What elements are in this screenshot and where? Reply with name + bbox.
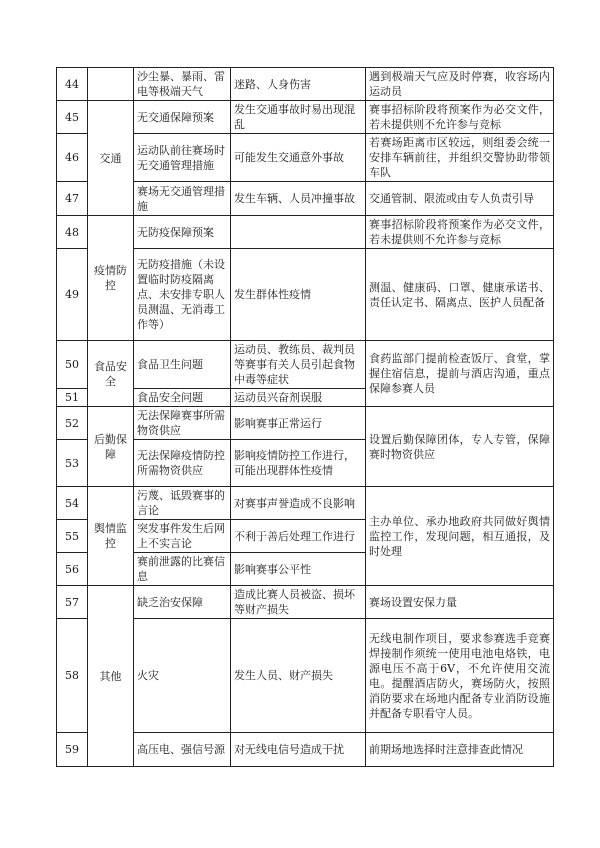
category-logistics: 后勤保障 (88, 407, 134, 487)
risk-item: 赛场无交通管理措施 (134, 182, 231, 216)
risk-table (56, 67, 554, 767)
table-row (57, 586, 554, 619)
risk-measure: 前期场地选择时注意排查此情况 (366, 733, 554, 767)
risk-effect: 运动员兴奋剂误服 (231, 389, 366, 407)
risk-measure: 若赛场距离市区较远，则组委会统一安排车辆前往，并组织交警协助带领车队 (366, 134, 554, 182)
row-number: 46 (57, 134, 88, 182)
risk-measure: 遇到极端天气应及时停赛，收容场内运动员 (366, 68, 554, 101)
row-number: 50 (57, 341, 88, 389)
row-number: 45 (57, 101, 88, 134)
table-row (57, 407, 554, 440)
row-number: 48 (57, 216, 88, 249)
risk-item: 火灾 (134, 619, 231, 733)
row-number: 58 (57, 619, 88, 733)
risk-effect: 不利于善后处理工作进行 (231, 520, 366, 553)
risk-measure: 赛事招标阶段将预案作为必交文件，若未提供则不允许参与竞标 (366, 216, 554, 249)
row-number: 56 (57, 553, 88, 586)
table-row (57, 216, 554, 249)
risk-item: 无防疫措施（未设置临时防疫隔离点、未安排专职人员测温、无消毒工作等） (134, 249, 231, 341)
risk-measure: 赛场设置安保力量 (366, 586, 554, 619)
risk-effect: 运动员、教练员、裁判员等赛事有关人员引起食物中毒等症状 (231, 341, 366, 389)
risk-effect (231, 216, 366, 249)
table-row (57, 68, 554, 101)
risk-effect: 影响赛事公平性 (231, 553, 366, 586)
risk-measure: 无线电制作项目，要求参赛选手竞赛焊接制作须统一使用电池电烙铁，电源电压不高于6V，不允许使用交流电。提醒酒店防火，赛场防火，按照消防要求在场地内配备专业消防设施并配备专职看守人员。 (366, 619, 554, 733)
table-row (57, 341, 554, 389)
risk-item: 食品卫生问题 (134, 341, 231, 389)
risk-measure: 食药监部门提前检查饭厅、食堂，掌握住宿信息，提前与酒店沟通，重点保障参赛人员 (366, 341, 554, 407)
row-number: 59 (57, 733, 88, 767)
risk-measure: 主办单位、承办地政府共同做好舆情监控工作，发现问题，相互通报，及时处理 (366, 487, 554, 586)
row-number: 47 (57, 182, 88, 216)
category-cell (88, 68, 134, 101)
risk-effect: 发生群体性疫情 (231, 249, 366, 341)
risk-effect: 可能发生交通意外事故 (231, 134, 366, 182)
risk-effect: 对赛事声誉造成不良影响 (231, 487, 366, 520)
row-number: 51 (57, 389, 88, 407)
risk-item: 污蔑、诋毁赛事的言论 (134, 487, 231, 520)
row-number: 49 (57, 249, 88, 341)
risk-item: 运动队前往赛场时无交通管理措施 (134, 134, 231, 182)
risk-item: 沙尘暴、暴雨、雷电等极端天气 (134, 68, 231, 101)
row-number: 57 (57, 586, 88, 619)
risk-effect: 造成比赛人员被盗、损坏等财产损失 (231, 586, 366, 619)
risk-item: 赛前泄露的比赛信息 (134, 553, 231, 586)
row-number: 55 (57, 520, 88, 553)
risk-item: 缺乏治安保障 (134, 586, 231, 619)
risk-effect: 影响疫情防控工作进行，可能出现群体性疫情 (231, 440, 366, 487)
risk-effect: 迷路、人身伤害 (231, 68, 366, 101)
category-opinion: 舆情监控 (88, 487, 134, 586)
risk-effect: 影响赛事正常运行 (231, 407, 366, 440)
row-number: 54 (57, 487, 88, 520)
risk-effect: 对无线电信号造成干扰 (231, 733, 366, 767)
table-row (57, 487, 554, 520)
category-other: 其他 (88, 586, 134, 767)
risk-item: 无防疫保障预案 (134, 216, 231, 249)
risk-item: 高压电、强信号源 (134, 733, 231, 767)
risk-item: 突发事件发生后网上不实言论 (134, 520, 231, 553)
risk-measure: 测温、健康码、口罩、健康承诺书、责任认定书、隔离点、医护人员配备 (366, 249, 554, 341)
risk-measure: 赛事招标阶段将预案作为必交文件，若未提供则不允许参与竞标 (366, 101, 554, 134)
table-row (57, 101, 554, 134)
category-food: 食品安全 (88, 341, 134, 407)
row-number: 52 (57, 407, 88, 440)
risk-effect: 发生人员、财产损失 (231, 619, 366, 733)
risk-item: 无法保障赛事所需物资供应 (134, 407, 231, 440)
category-traffic: 交通 (88, 101, 134, 216)
risk-item: 无法保障疫情防控所需物资供应 (134, 440, 231, 487)
risk-effect: 发生交通事故时易出现混乱 (231, 101, 366, 134)
risk-measure: 设置后勤保障团体，专人专管，保障赛时物资供应 (366, 407, 554, 487)
category-epidemic: 疫情防控 (88, 216, 134, 341)
row-number: 53 (57, 440, 88, 487)
risk-measure: 交通管制、限流或由专人负责引导 (366, 182, 554, 216)
risk-item: 食品安全问题 (134, 389, 231, 407)
risk-effect: 发生车辆、人员冲撞事故 (231, 182, 366, 216)
risk-item: 无交通保障预案 (134, 101, 231, 134)
row-number: 44 (57, 68, 88, 101)
